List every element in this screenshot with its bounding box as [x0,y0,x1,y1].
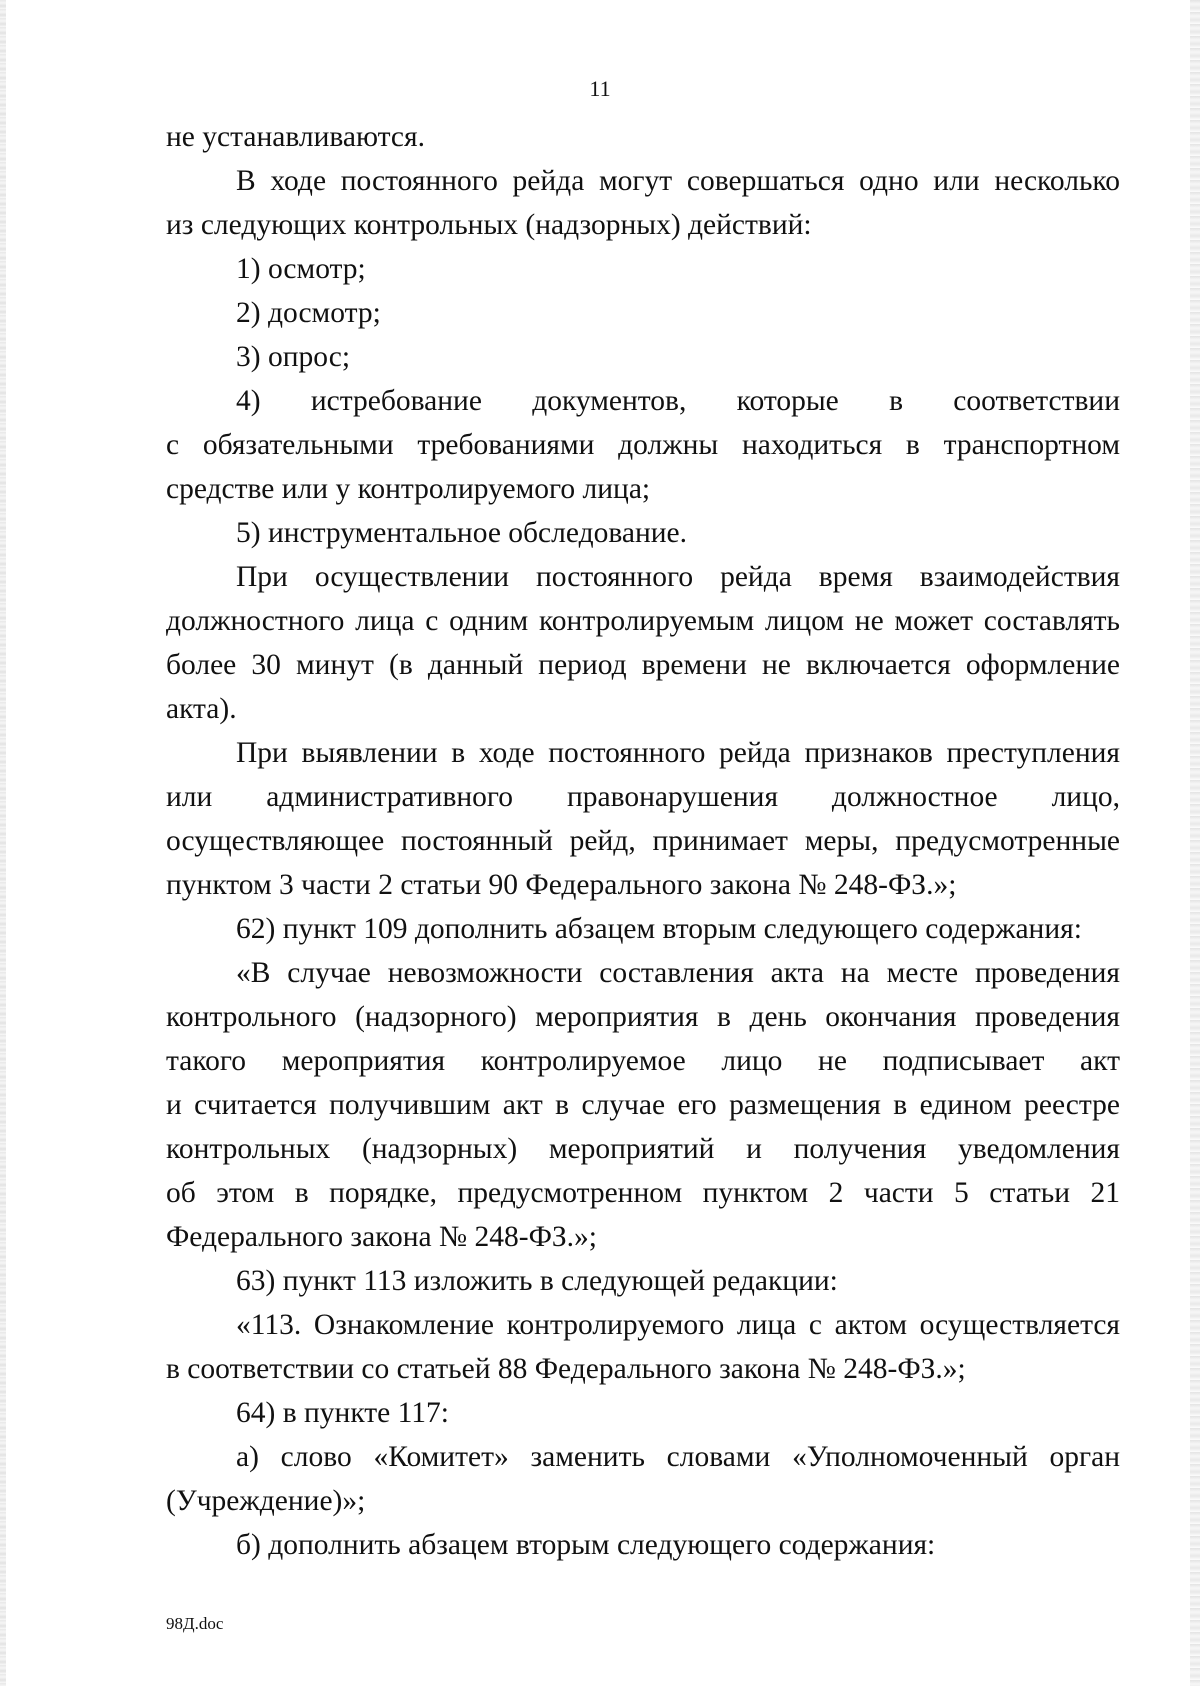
text-line: в соответствии со статьей 88 Федерального закона № 248-ФЗ.»; [166,1353,966,1385]
text-line: более 30 минут (в данный период времени не включается оформление [166,649,1120,681]
text-line: не устанавливаются. [166,121,425,153]
text-line: 5) инструментальное обследование. [236,517,687,549]
text-line: пунктом 3 части 2 статьи 90 Федерального закона № 248-ФЗ.»; [166,869,957,901]
text-line: 62) пункт 109 дополнить абзацем вторым следующего содержания: [236,913,1082,945]
document-body [166,115,1120,1567]
text-line: В ходе постоянного рейда могут совершаться одно или несколько [236,165,1120,197]
text-line: из следующих контрольных (надзорных) действий: [166,209,812,241]
page-number: 11 [589,76,611,101]
text-line: должностного лица с одним контролируемым лицом не может составлять [166,605,1120,637]
text-line: акта). [166,693,237,725]
text-line: При осуществлении постоянного рейда время взаимодействия [236,561,1120,593]
text-line: осуществляющее постоянный рейд, принимает меры, предусмотренные [166,825,1120,857]
text-line: 1) осмотр; [236,253,366,285]
text-line: (Учреждение)»; [166,1485,366,1517]
text-line: средстве или у контролируемого лица; [166,473,651,505]
text-line: и считается получившим акт в случае его размещения в едином реестре [166,1089,1120,1121]
text-line: «113. Ознакомление контролируемого лица с актом осуществляется [236,1309,1120,1341]
text-line: «В случае невозможности составления акта на месте проведения [236,957,1120,989]
text-line: такого мероприятия контролируемое лицо не подписывает акт [166,1045,1120,1077]
text-line: об этом в порядке, предусмотренном пунктом 2 части 5 статьи 21 [166,1177,1120,1209]
text-line: а) слово «Комитет» заменить словами «Уполномоченный орган [236,1441,1120,1473]
text-line: 2) досмотр; [236,297,381,329]
text-line: 64) в пункте 117: [236,1397,449,1429]
text-line: контрольных (надзорных) мероприятий и получения уведомления [166,1133,1120,1165]
scan-edge-right [1190,0,1200,1686]
text-line: 4) истребование документов, которые в соответствии [236,385,1120,417]
text-line: 63) пункт 113 изложить в следующей редакции: [236,1265,838,1297]
text-line: При выявлении в ходе постоянного рейда признаков преступления [236,737,1120,769]
text-line: контрольного (надзорного) мероприятия в день окончания проведения [166,1001,1120,1033]
text-line: 3) опрос; [236,341,351,373]
scan-edge-left [0,0,6,1686]
footer-filename: 98Д.doc [166,1614,224,1633]
text-line: с обязательными требованиями должны находиться в транспортном [166,429,1120,461]
text-line: или административного правонарушения должностное лицо, [166,781,1120,813]
text-line: Федерального закона № 248-ФЗ.»; [166,1221,598,1253]
text-line: б) дополнить абзацем вторым следующего содержания: [236,1529,936,1561]
